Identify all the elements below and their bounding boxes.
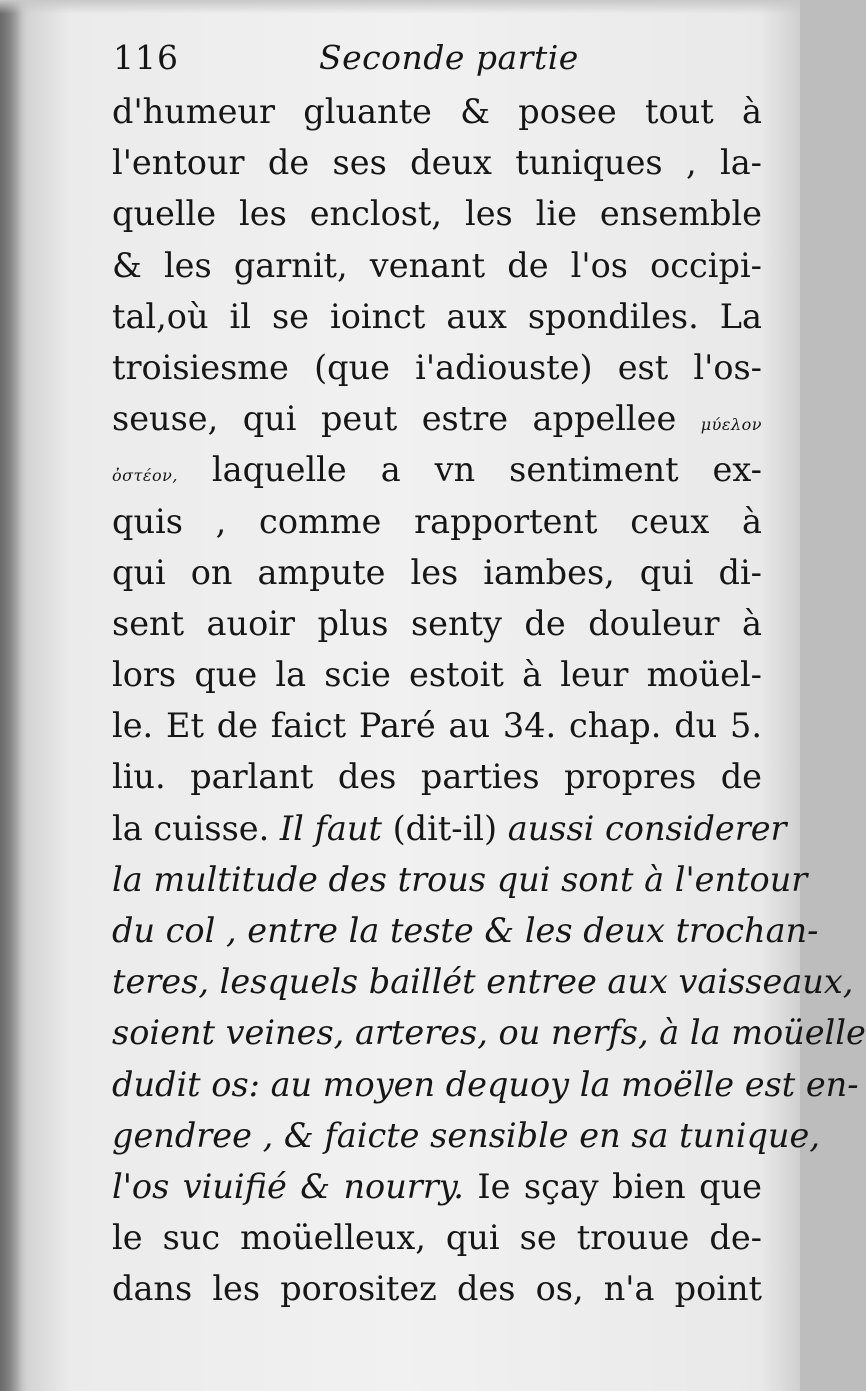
- text-line: [112, 905, 819, 956]
- text-line: [112, 1110, 820, 1161]
- text-line: [112, 240, 762, 291]
- text-segment: troisiesme (que i'adiouste) est l'os-: [112, 347, 762, 387]
- text-line: [112, 496, 762, 547]
- text-line: [112, 1161, 762, 1212]
- text-segment: l'entour de ses deux tuniques , la-: [112, 143, 762, 183]
- text-segment: & les garnit, venant de l'os occipi-: [112, 245, 762, 285]
- text-segment: quelle les enclost, les lie ensemble: [112, 194, 762, 234]
- text-line: [112, 444, 762, 495]
- text-line: [112, 291, 762, 342]
- text-line: [112, 393, 762, 444]
- text-line: [112, 1212, 762, 1263]
- italic-text: gendree , & faicte sensible en sa tunique,: [112, 1115, 820, 1155]
- text-line: [112, 854, 808, 905]
- italic-text: la multitude des trous qui sont à l'entour: [112, 859, 808, 899]
- text-line: [112, 956, 854, 1007]
- text-segment: d'humeur gluante & posee tout à: [112, 92, 762, 131]
- text-line: [112, 188, 762, 239]
- body-text: [112, 86, 866, 1315]
- text-line: [112, 547, 762, 598]
- text-line: [112, 803, 787, 854]
- text-line: [112, 342, 762, 393]
- text-line: [112, 137, 762, 188]
- text-segment: sent auoir plus senty de douleur à: [112, 603, 762, 643]
- greek-text: μύελον: [700, 415, 762, 435]
- text-line: [112, 751, 762, 802]
- text-segment: (dit-il): [381, 808, 508, 848]
- text-segment: la cuisse.: [112, 808, 280, 848]
- text-segment: qui on ampute les iambes, qui di-: [112, 552, 762, 592]
- page-header: [113, 30, 753, 86]
- text-segment: le suc moüelleux, qui se trouue de-: [112, 1218, 762, 1258]
- italic-text: du col , entre la teste & les deux trochan-: [112, 911, 819, 950]
- text-line: [112, 598, 762, 649]
- text-segment: liu. parlant des parties propres de: [112, 757, 762, 797]
- page-number: 116: [113, 38, 179, 77]
- text-segment: lors que la scie estoit à leur moüel-: [112, 655, 762, 695]
- text-line: [112, 1263, 762, 1314]
- running-head: Seconde partie: [319, 38, 579, 77]
- italic-text: teres, lesquels baillét entree aux vaisseaux,: [112, 962, 854, 1002]
- text-line: [112, 1059, 859, 1110]
- italic-text: soient veines, arteres, ou nerfs, à la moüelle: [112, 1013, 866, 1053]
- text-segment: tal,où il se ioinct aux spondiles. La: [112, 296, 762, 336]
- text-line: [112, 86, 762, 137]
- text-segment: dans les porositez des os, n'a point: [112, 1269, 762, 1309]
- text-segment: Ie sçay bien que: [463, 1166, 762, 1206]
- text-line: [112, 1007, 866, 1058]
- text-segment: laquelle a vn sentiment ex-: [177, 450, 762, 490]
- greek-text: ὀστέον,: [112, 466, 178, 486]
- italic-text: Il faut: [279, 808, 382, 848]
- text-segment: seuse, qui peut estre appellee: [112, 399, 701, 439]
- text-line: [112, 649, 762, 700]
- text-segment: quis , comme rapportent ceux à: [112, 501, 762, 541]
- italic-text: l'os viuifié & nourry.: [112, 1166, 464, 1206]
- italic-text: aussi considerer: [507, 808, 787, 848]
- text-segment: le. Et de faict Paré au 34. chap. du 5.: [112, 706, 762, 746]
- italic-text: dudit os: au moyen dequoy la moëlle est en-: [112, 1064, 859, 1104]
- text-line: [112, 700, 762, 751]
